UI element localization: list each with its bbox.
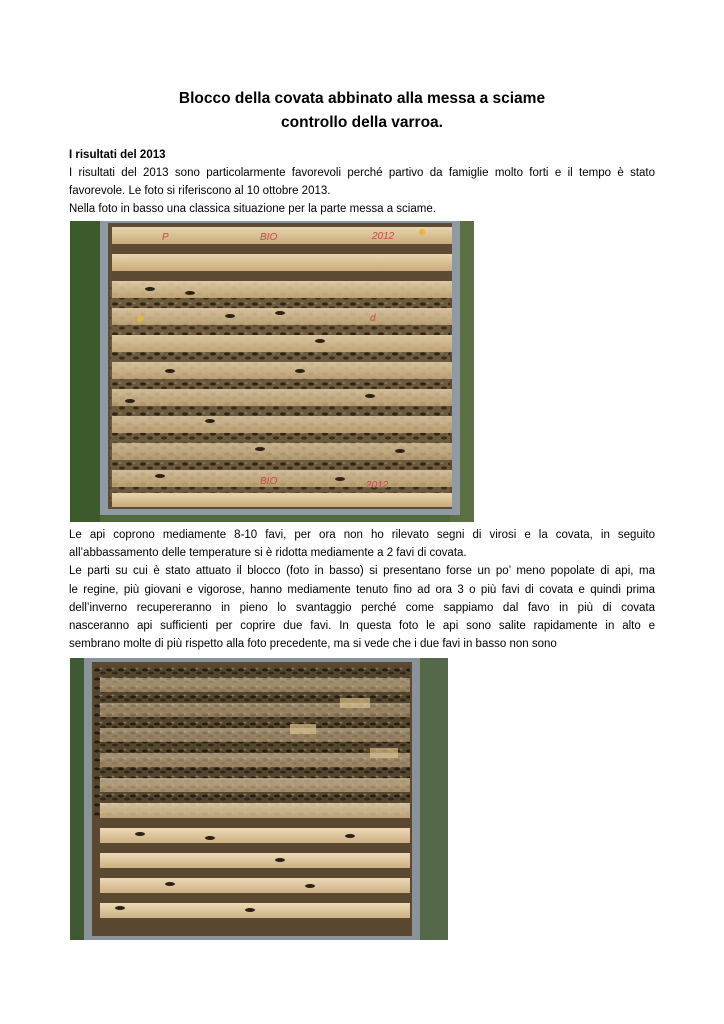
frame-marking: 2012 (366, 480, 389, 491)
document-title-line-2: controllo della varroa. (281, 114, 443, 131)
paragraph-results-intro (69, 164, 655, 219)
section-heading: I risultati del 2013 (69, 149, 166, 161)
document-title-line-1: Blocco della covata abbinato alla messa a sciame (178, 90, 546, 107)
frame-marking: 2012 (372, 231, 395, 242)
frame-marking: BIO (260, 476, 278, 487)
paragraph-line: all’abbassamento delle temperature si è ridotta mediamente a 2 favi di covata. (69, 547, 467, 560)
beehive-photo-blocked-part (70, 658, 448, 940)
paragraph-line: le regine, più giovani e vigorose, hanno mediamente tenuto fino ad ora 3 o più favi di covata e quindi prima (69, 583, 655, 596)
frame-marking: BIO (260, 232, 278, 243)
paragraph-line: sembrano molte di più rispetto alla foto precedente, ma si vede che i due favi in basso non sono (69, 638, 557, 651)
paragraph-line: favorevole. Le foto si riferiscono al 10 ottobre 2013. (69, 185, 331, 198)
paragraph-line: nasceranno api sufficienti per coprire due favi. In questa foto le api sono salite rapidamente in alto e (69, 620, 655, 633)
paragraph-line: I risultati del 2013 sono particolarmente favorevoli perché partivo da famiglie molto forti e il tempo è stato (69, 167, 655, 179)
frame-marking: P (162, 232, 169, 243)
paragraph-results-discussion (69, 526, 655, 653)
frame-marking: d (370, 313, 376, 324)
paragraph-line: Le parti su cui è stato attuato il blocco (foto in basso) si presentano forse un po’ meno popolate di api, ma (69, 565, 655, 578)
beehive-photo-swarm-part (70, 221, 474, 522)
paragraph-line: Nella foto in basso una classica situazione per la parte messa a sciame. (69, 203, 436, 216)
paragraph-line: Le api coprono mediamente 8-10 favi, per ora non ho rilevato segni di virosi e la covata, in seguito (69, 529, 655, 541)
paragraph-line: dell’inverno recupereranno in pieno lo svantaggio perché come sappiamo dal favo in più di covata (69, 601, 655, 614)
